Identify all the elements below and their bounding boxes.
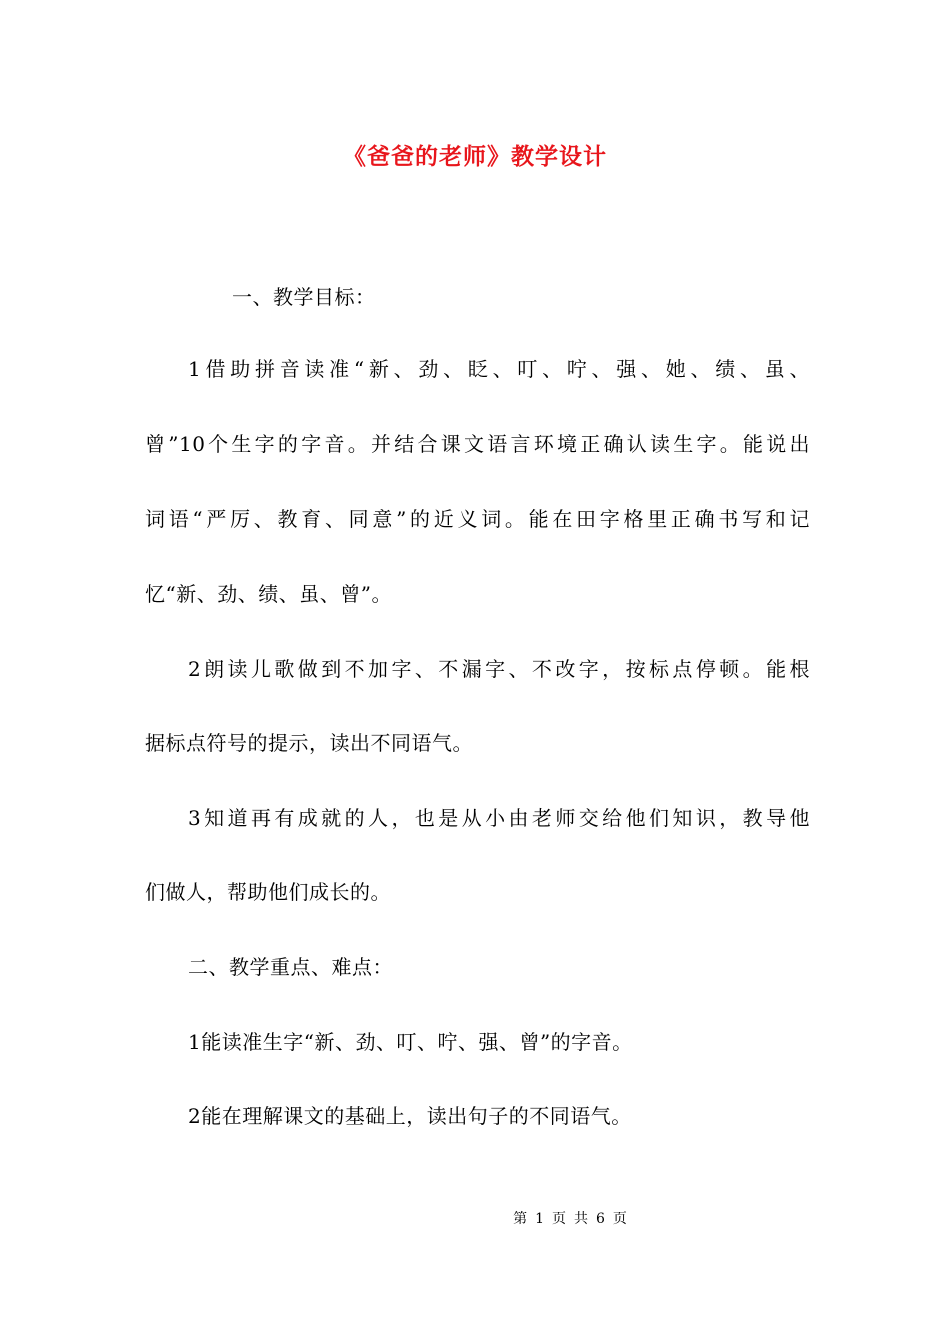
footer-total-word: 共 bbox=[574, 1211, 588, 1227]
paragraph-1-line-2: 曾”10个生字的字音。并结合课文语言环境正确认读生字。能说出 bbox=[145, 432, 810, 456]
paragraph-2-line-2: 据标点符号的提示，读出不同语气。 bbox=[145, 731, 473, 755]
paragraph-3-line-1: 3知道再有成就的人，也是从小由老师交给他们知识，教导他 bbox=[188, 806, 810, 830]
footer-page-word: 页 bbox=[552, 1211, 566, 1227]
section-heading-objectives: 一、教学目标： bbox=[232, 285, 376, 309]
footer-prefix: 第 bbox=[513, 1211, 528, 1227]
footer-total-pages: 6 bbox=[596, 1211, 605, 1227]
paragraph-4: 1能读准生字“新、劲、叮、咛、强、曾”的字音。 bbox=[188, 1030, 633, 1054]
paragraph-1-line-3: 词语“严厉、教育、同意”的近义词。能在田字格里正确书写和记 bbox=[145, 507, 810, 531]
paragraph-3-line-2: 们做人，帮助他们成长的。 bbox=[145, 880, 391, 904]
paragraph-1-line-1: 1借助拼音读准“新、劲、眨、叮、咛、强、她、绩、虽、 bbox=[188, 357, 810, 381]
paragraph-1-line-4: 忆“新、劲、绩、虽、曾”。 bbox=[145, 582, 392, 606]
footer-suffix: 页 bbox=[612, 1211, 627, 1227]
page-footer bbox=[0, 1208, 950, 1228]
footer-current-page: 1 bbox=[535, 1211, 544, 1227]
document-title: 《爸爸的老师》教学设计 bbox=[343, 143, 607, 170]
paragraph-5: 2能在理解课文的基础上，读出句子的不同语气。 bbox=[188, 1104, 632, 1128]
section-heading-key-points: 二、教学重点、难点： bbox=[188, 955, 393, 979]
paragraph-2-line-1: 2朗读儿歌做到不加字、不漏字、不改字，按标点停顿。能根 bbox=[188, 657, 810, 681]
